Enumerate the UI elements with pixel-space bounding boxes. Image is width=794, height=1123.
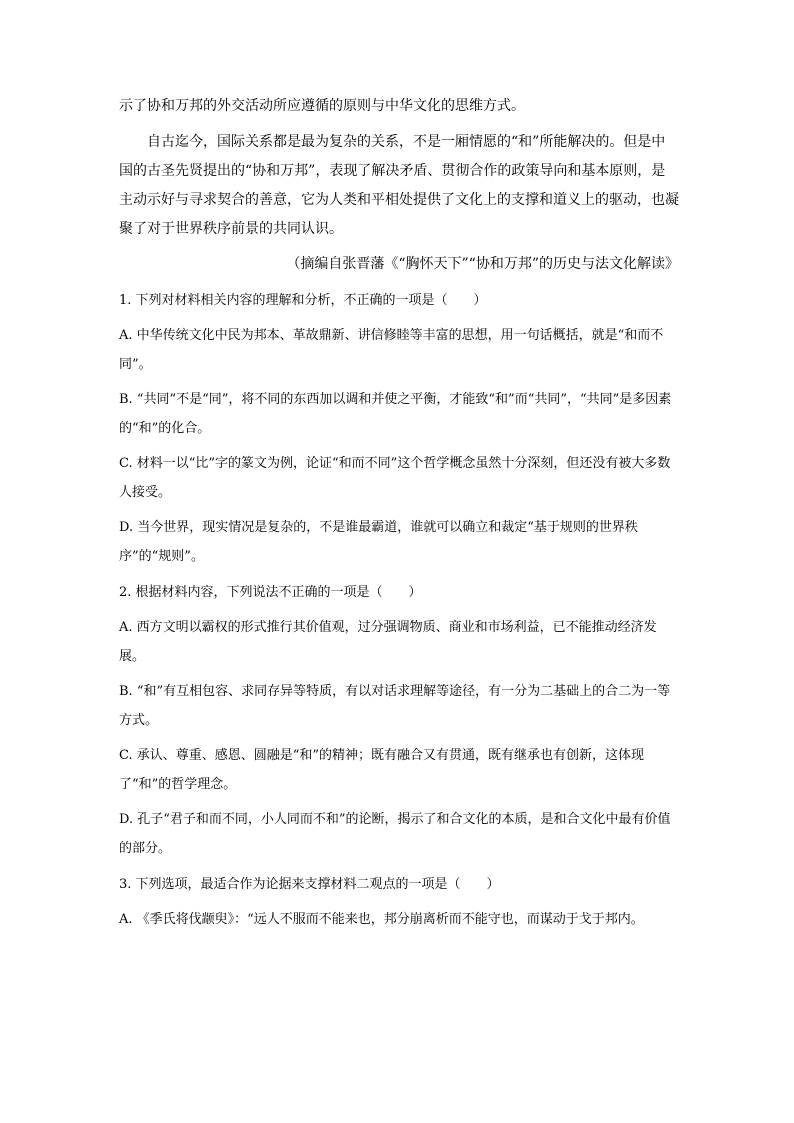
question-1-option-b: B. “共同”不是“同”，将不同的东西加以调和并使之平衡，才能致“和”而“共同”，“共同”是多因素的“和”的化合。 (119, 392, 672, 436)
question-2-stem: 2. 根据材料内容，下列说法不正确的一项是（ ） (119, 585, 422, 600)
question-1-stem: 1. 下列对材料相关内容的理解和分析，不正确的一项是（ ） (119, 293, 487, 308)
question-1-option-c: C. 材料一以“比”字的篆文为例，论证“和而不同”这个哲学概念虽然十分深刻，但还没有被大多数人接受。 (119, 456, 671, 500)
question-1-option-a: A. 中华传统文化中民为邦本、革故鼎新、讲信修睦等丰富的思想，用一句话概括，就是“和而不同”。 (119, 328, 664, 372)
source-citation: （摘编自张晋藩《“胸怀天下”“协和万邦”的历史与法文化解读》 (286, 256, 679, 272)
question-3-option-a: A. 《季氏将伐颛臾》：“远人不服而不能来也，邦分崩离析而不能守也，而谋动于戈于邦内。 (119, 912, 644, 927)
paragraph-2: 自古迄今，国际关系都是最为复杂的关系，不是一厢情愿的“和”所能解决的。但是中国的古圣先贤提出的“协和万邦”，表现了解决矛盾、贯彻合作的政策导向和基本原则，是主动示好与寻求契合的善意，它为人类和平相处提供了文化上的支撑和道义上的驱动，也凝聚了对于世界秩序前景的共同认识。 (119, 134, 679, 237)
paragraph-1: 示了协和万邦的外交活动所应遵循的原则与中华文化的思维方式。 (119, 98, 525, 114)
question-1-option-d: D. 当今世界，现实情况是复杂的，不是谁最霸道，谁就可以确立和裁定“基于规则的世界秩序”的“规则”。 (119, 520, 638, 564)
question-2-option-a: A. 西方文明以霸权的形式推行其价值观，过分强调物质、商业和市场利益，已不能推动经济发展。 (119, 620, 657, 664)
question-2-option-c: C. 承认、尊重、感恩、圆融是“和”的精神；既有融合又有贯通，既有继承也有创新，这体现了“和”的哲学理念。 (119, 748, 645, 792)
question-2-option-b: B. “和”有互相包容、求同存异等特质，有以对话求理解等途径，有一分为二基础上的合二为一等方式。 (119, 684, 671, 728)
question-3 (119, 870, 679, 934)
question-1 (119, 286, 679, 571)
question-2-option-d: D. 孔子“君子和而不同，小人同而不和”的论断，揭示了和合文化的本质，是和合文化中最有价值的部分。 (119, 812, 671, 856)
question-3-stem: 3. 下列选项，最适合作为论据来支撑材料二观点的一项是（ ） (119, 877, 500, 892)
document-page (119, 92, 679, 934)
question-2 (119, 578, 679, 863)
